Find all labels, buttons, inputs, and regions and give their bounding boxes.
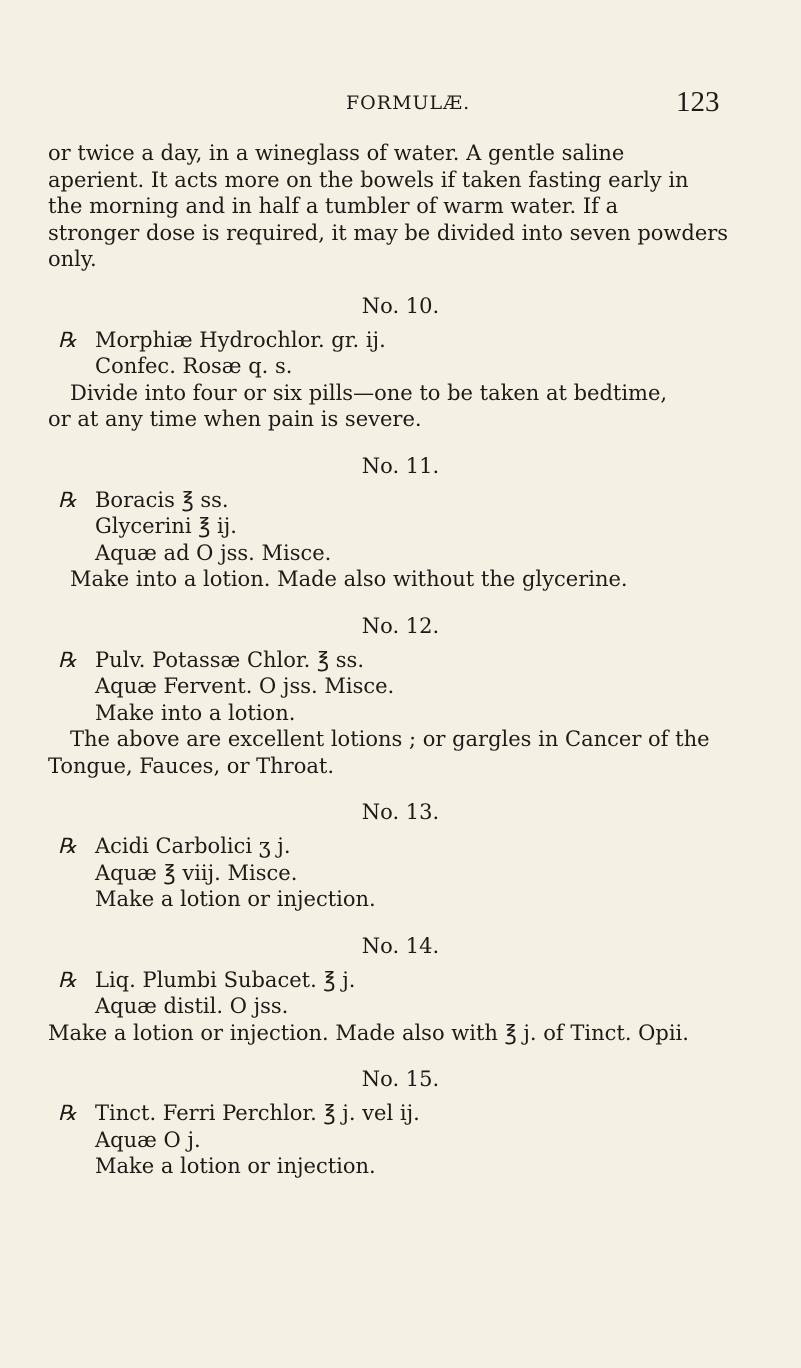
- formula-number: No. 15.: [361, 1067, 440, 1091]
- formula-number: No. 12.: [361, 613, 440, 638]
- ingredient-line: Acidi Carbolici ʒ j.: [95, 834, 291, 858]
- direction-line: Make a lotion or injection. Made also with ℥ j. of Tinct. Opii.: [48, 1020, 689, 1045]
- direction-line: Divide into four or six pills—one to be taken at bedtime,: [70, 380, 668, 405]
- formula-number: No. 11.: [361, 453, 440, 478]
- formula-15: [48, 1066, 753, 1180]
- direction-line: The above are excellent lotions ; or gargles in Cancer of the: [70, 727, 710, 751]
- ingredient-line: Boracis ℥ ss.: [95, 487, 229, 512]
- recipe-symbol: ℞: [58, 487, 77, 512]
- ingredient-line: Make a lotion or injection.: [95, 1154, 376, 1178]
- formula-13: [48, 799, 753, 913]
- ingredient-line: Pulv. Potassæ Chlor. ℥ ss.: [95, 647, 365, 672]
- direction-line: Make into a lotion. Made also without the glycerine.: [70, 567, 628, 591]
- intro-paragraph: [48, 140, 753, 273]
- formula-number: No. 13.: [361, 800, 440, 824]
- direction-line: Tongue, Fauces, or Throat.: [48, 753, 335, 778]
- ingredient-line: Aquæ ad O jss. Misce.: [95, 540, 332, 565]
- formula-14: [48, 933, 753, 1047]
- recipe-symbol: ℞: [58, 647, 77, 672]
- text-line: or twice a day, in a wineglass of water. A gentle saline: [48, 141, 625, 165]
- text-line: the morning and in half a tumbler of warm water. If a: [48, 194, 619, 218]
- formula-12: [48, 613, 753, 780]
- recipe-symbol: ℞: [58, 1101, 77, 1125]
- ingredient-line: Liq. Plumbi Subacet. ℥ j.: [95, 967, 356, 992]
- text-line: stronger dose is required, it may be divided into seven powders: [48, 220, 729, 245]
- page-body: [48, 140, 753, 1180]
- formula-number: No. 14.: [361, 933, 440, 958]
- running-title: FORMULÆ.: [346, 92, 471, 114]
- recipe-symbol: ℞: [58, 327, 77, 352]
- ingredient-line: Aquæ O j.: [95, 1127, 201, 1152]
- ingredient-line: Aquæ ℥ viij. Misce.: [95, 860, 298, 885]
- ingredient-line: Glycerini ℥ ij.: [95, 514, 237, 538]
- page-number: 123: [676, 86, 720, 118]
- ingredient-line: Aquæ distil. O jss.: [95, 994, 289, 1018]
- text-line: aperient. It acts more on the bowels if taken fasting early in: [48, 167, 689, 192]
- running-header: [0, 86, 801, 120]
- recipe-symbol: ℞: [58, 967, 77, 992]
- ingredient-line: Make into a lotion.: [95, 700, 296, 725]
- text-line: only.: [48, 247, 97, 271]
- ingredient-line: Tinct. Ferri Perchlor. ℥ j. vel ij.: [95, 1101, 420, 1125]
- formula-number: No. 10.: [361, 293, 440, 318]
- ingredient-line: Confec. Rosæ q. s.: [95, 354, 293, 378]
- direction-line: or at any time when pain is severe.: [48, 407, 422, 431]
- recipe-symbol: ℞: [58, 834, 77, 858]
- ingredient-line: Morphiæ Hydrochlor. gr. ij.: [95, 327, 386, 352]
- ingredient-line: Make a lotion or injection.: [95, 887, 376, 911]
- formula-11: [48, 453, 753, 593]
- formula-10: [48, 293, 753, 433]
- ingredient-line: Aquæ Fervent. O jss. Misce.: [95, 674, 395, 698]
